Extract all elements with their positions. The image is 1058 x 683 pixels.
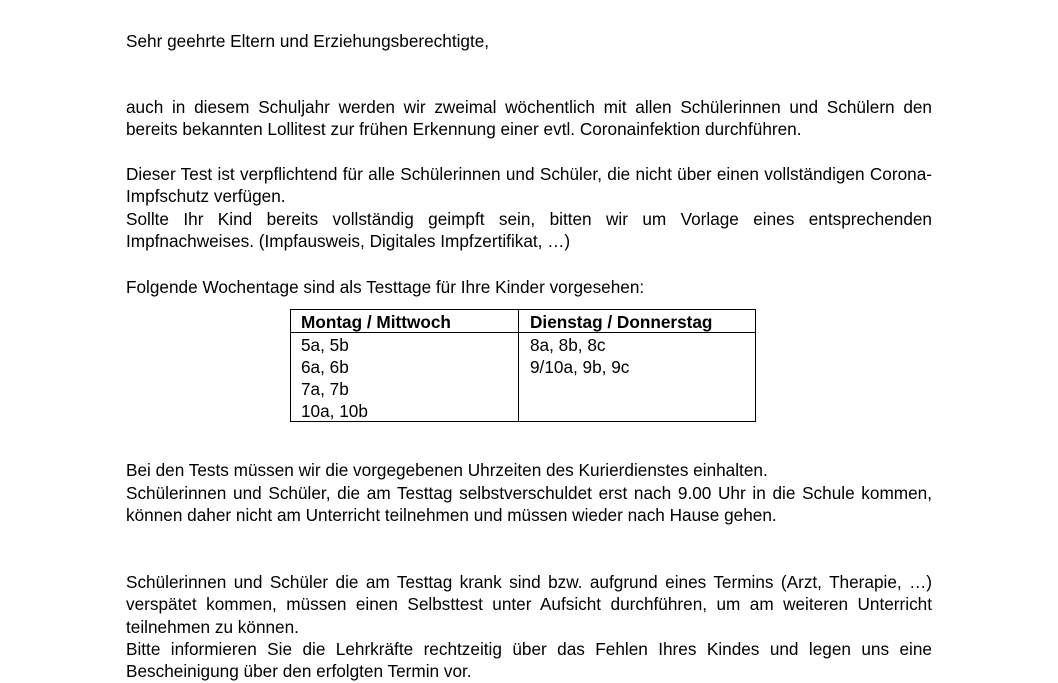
table-cell: 10a, 10b	[301, 401, 368, 421]
paragraph-obligation: Dieser Test ist verpflichtend für alle Schülerinnen und Schüler, die nicht über einen vollständigen Corona-Impfschutz verfügen.	[126, 164, 932, 207]
table-intro: Folgende Wochentage sind als Testtage für Ihre Kinder vorgesehen:	[126, 277, 645, 297]
test-days-table	[290, 309, 756, 422]
paragraph-lollitest: auch in diesem Schuljahr werden wir zweimal wöchentlich mit allen Schülerinnen und Schülern den bereits bekannten Lollitest zur frühen Erkennung einer evtl. Coronainfektion durchführen.	[126, 97, 932, 140]
salutation: Sehr geehrte Eltern und Erziehungsberechtigte,	[126, 31, 490, 51]
table-cell: 9/10a, 9b, 9c	[530, 357, 630, 377]
table-cell: 7a, 7b	[301, 379, 349, 399]
table-header-monday-wednesday: Montag / Mittwoch	[301, 312, 451, 332]
paragraph-inform-teachers: Bitte informieren Sie die Lehrkräfte rechtzeitig über das Fehlen Ihres Kindes und legen uns eine Bescheinigung über den erfolgten Termin vor.	[126, 639, 932, 682]
paragraph-courier-times: Bei den Tests müssen wir die vorgegebenen Uhrzeiten des Kurierdienstes einhalten.	[126, 460, 768, 480]
table-cell: 6a, 6b	[301, 357, 349, 377]
paragraph-vaccination-proof: Sollte Ihr Kind bereits vollständig geimpft sein, bitten wir um Vorlage eines entsprechenden Impfnachweises. (Impfausweis, Digitales Impfzertifikat, …)	[126, 209, 932, 252]
table-cell: 8a, 8b, 8c	[530, 335, 606, 355]
table-header-tuesday-thursday: Dienstag / Donnerstag	[530, 312, 713, 332]
table-column-divider	[518, 310, 519, 421]
paragraph-late-arrival: Schülerinnen und Schüler, die am Testtag selbstverschuldet erst nach 9.00 Uhr in die Schule kommen, können daher nicht am Unterricht teilnehmen und müssen wieder nach Hause gehen.	[126, 483, 932, 526]
paragraph-sick-or-appointment: Schülerinnen und Schüler die am Testtag krank sind bzw. aufgrund eines Termins (Arzt, Therapie, …) verspätet kommen, müssen einen Selbsttest unter Aufsicht durchführen, um am weiteren Unterricht teilnehmen zu können.	[126, 572, 932, 637]
table-cell: 5a, 5b	[301, 335, 349, 355]
